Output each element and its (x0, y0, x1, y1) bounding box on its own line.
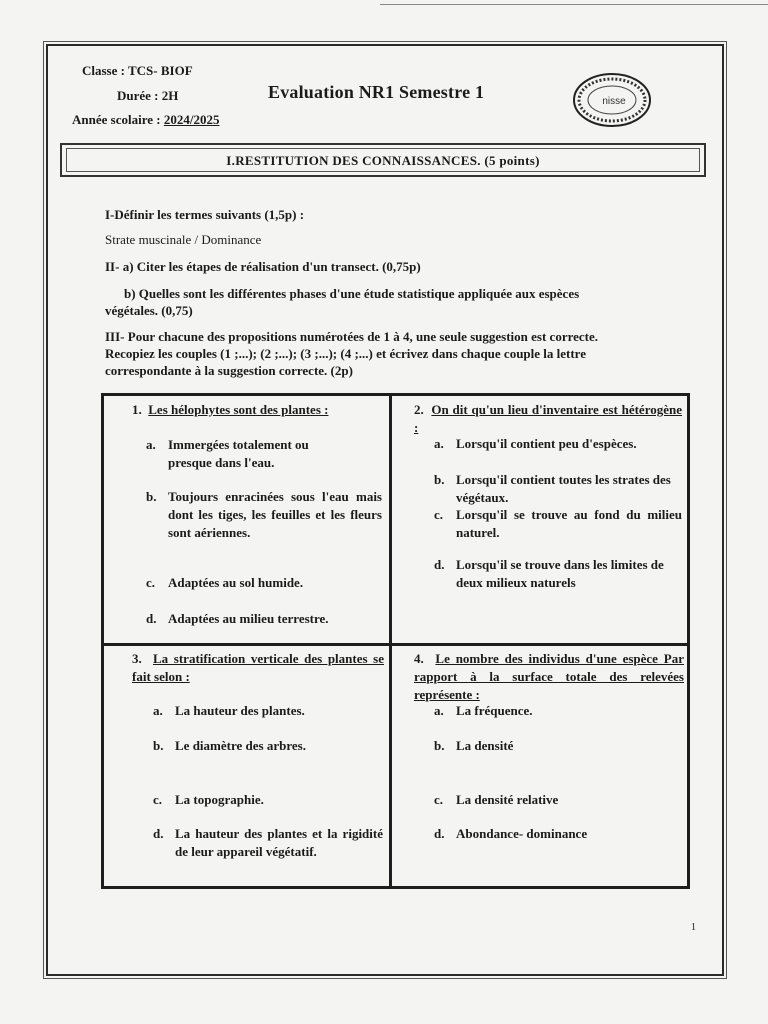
page-number: 1 (691, 922, 696, 933)
mcq-4-stem (414, 650, 684, 704)
mcq-3-stem-text: La stratification verticale des plantes se fait selon : (132, 651, 385, 684)
mcq-4-option-d: d. Abondance- dominance (434, 826, 588, 841)
mcq-2-stem-text: On dit qu'un lieu d'inventaire est hétérogène : (414, 402, 682, 435)
mcq-2-option-a: a. Lorsqu'il contient peu d'espèces. (434, 436, 637, 451)
classe-label: Classe : TCS- BIOF (82, 63, 193, 78)
section-title: I.RESTITUTION DES CONNAISSANCES. (5 points) (226, 153, 540, 168)
mcq-4-number: 4. (414, 651, 424, 666)
question-3-line1: III- Pour chacune des propositions numérotées de 1 à 4, une seule suggestion est correcte. (105, 329, 599, 344)
mcq-3-option-a: a. La hauteur des plantes. (153, 703, 305, 718)
mcq-4-option-c: c. La densité relative (434, 792, 559, 807)
mcq-1-stem (132, 401, 382, 419)
question-2b-line1: b) Quelles sont les différentes phases d'une étude statistique appliquée aux espèces (124, 286, 580, 301)
mcq-2-stem (414, 401, 682, 437)
mcq-3-number: 3. (132, 651, 142, 666)
mcq-3-option-c: c. La topographie. (153, 792, 264, 807)
question-3-line3: correspondante à la suggestion correcte. (2p) (105, 363, 353, 378)
scan-top-line (380, 4, 768, 5)
page-title: Evaluation NR1 Semestre 1 (268, 82, 485, 102)
mcq-1-stem-text: Les hélophytes sont des plantes : (148, 402, 329, 417)
mcq-1-option-d: d. Adaptées au milieu terrestre. (146, 611, 329, 626)
duree-label: Durée : 2H (117, 88, 179, 103)
mcq-2-option-c: c. Lorsqu'il se trouve au fond du milieu naturel. (434, 507, 682, 540)
mcq-1-option-b: b. Toujours enracinées sous l'eau mais dont les tiges, les feuilles et les fleurs sont aériennes. (146, 489, 382, 540)
seal-text: nisse (602, 96, 626, 107)
school-seal-stamp (572, 72, 652, 128)
mcq-2-option-d: d. Lorsqu'il se trouve dans les limites de deux milieux naturels (434, 557, 664, 590)
mcq-2-number: 2. (414, 402, 424, 417)
mcq-3-stem (132, 650, 384, 686)
mcq-1-option-c: c. Adaptées au sol humide. (146, 575, 304, 590)
mcq-1-option-a: a. Immergées totalement ou presque dans l'eau. (146, 437, 309, 470)
annee-value: 2024/2025 (163, 112, 220, 127)
mcq-3-option-b: b. Le diamètre des arbres. (153, 738, 306, 753)
question-2a: II- a) Citer les étapes de réalisation d'un transect. (0,75p) (105, 259, 421, 274)
annee-scolaire (72, 112, 219, 128)
section-header-box (60, 143, 706, 177)
annee-label: Année scolaire : (72, 112, 161, 127)
question-2b-line2: végétales. (0,75) (105, 303, 193, 318)
mcq-4-stem-text: Le nombre des individus d'une espèce Par rapport à la surface totale des relevées représente : (414, 651, 684, 702)
mcq-4-option-b: b. La densité (434, 738, 514, 753)
question-3-line2: Recopiez les couples (1 ;...); (2 ;...); (3 ;...); (4 ;...) et écrivez dans chaque couple la lettre (105, 346, 586, 361)
mcq-grid (101, 393, 690, 889)
mcq-1-number: 1. (132, 402, 142, 417)
mcq-3-option-d: d. La hauteur des plantes et la rigidité de leur appareil végétatif. (153, 826, 383, 859)
grid-vertical-divider (389, 396, 392, 886)
grid-horizontal-divider (104, 643, 687, 646)
mcq-2-option-b: b. Lorsqu'il contient toutes les strates des végétaux. (434, 472, 671, 505)
mcq-4-option-a: a. La fréquence. (434, 703, 533, 718)
question-1-terms: Strate muscinale / Dominance (105, 232, 262, 247)
question-1-title: I-Définir les termes suivants (1,5p) : (105, 207, 305, 222)
